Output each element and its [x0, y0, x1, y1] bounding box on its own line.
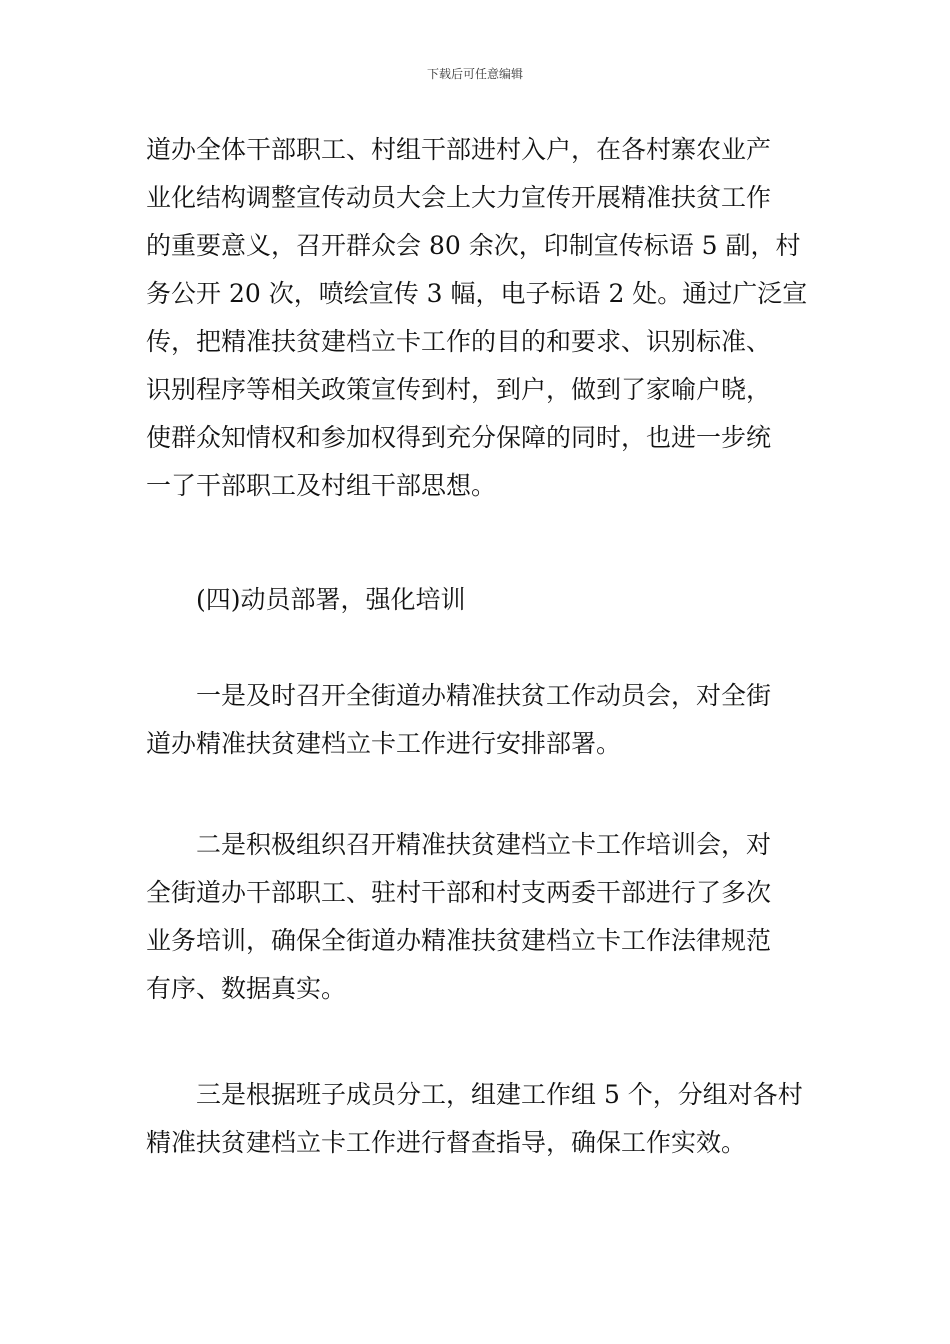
paragraph-publicity-continuation — [146, 126, 808, 510]
text-line: 二是积极组织召开精准扶贫建档立卡工作培训会，对 — [146, 830, 772, 859]
text-line: 道办全体干部职工、村组干部进村入户，在各村寨农业产 — [146, 135, 772, 164]
section-heading-4 — [146, 576, 808, 624]
text-line: 使群众知情权和参加权得到充分保障的同时，也进一步统 — [146, 423, 772, 452]
paragraph-item-3 — [146, 1071, 808, 1167]
heading-line: (四)动员部署，强化培训 — [146, 585, 466, 614]
paragraph-item-2 — [146, 821, 808, 1013]
paragraph-item-1 — [146, 672, 808, 768]
text-line: 一了干部职工及村组干部思想。 — [146, 471, 497, 500]
text-line: 识别程序等相关政策宣传到村，到户，做到了家喻户晓， — [146, 375, 772, 404]
text-line: 全街道办干部职工、驻村干部和村支两委干部进行了多次 — [146, 878, 772, 907]
text-line: 的重要意义，召开群众会 80 余次，印制宣传标语 5 副，村 — [146, 231, 801, 260]
text-line: 传，把精准扶贫建档立卡工作的目的和要求、识别标准、 — [146, 327, 772, 356]
text-line: 道办精准扶贫建档立卡工作进行安排部署。 — [146, 729, 622, 758]
text-line: 业务培训，确保全街道办精准扶贫建档立卡工作法律规范 — [146, 926, 772, 955]
text-line: 务公开 20 次，喷绘宣传 3 幅，电子标语 2 处。通过广泛宣 — [146, 279, 808, 308]
text-line: 业化结构调整宣传动员大会上大力宣传开展精准扶贫工作 — [146, 183, 772, 212]
text-line: 有序、数据真实。 — [146, 974, 347, 1003]
text-line: 三是根据班子成员分工，组建工作组 5 个，分组对各村 — [146, 1080, 803, 1109]
page-header-note: 下载后可任意编辑 — [426, 67, 523, 81]
text-line: 精准扶贫建档立卡工作进行督查指导，确保工作实效。 — [146, 1128, 747, 1157]
text-line: 一是及时召开全街道办精准扶贫工作动员会，对全街 — [146, 681, 772, 710]
